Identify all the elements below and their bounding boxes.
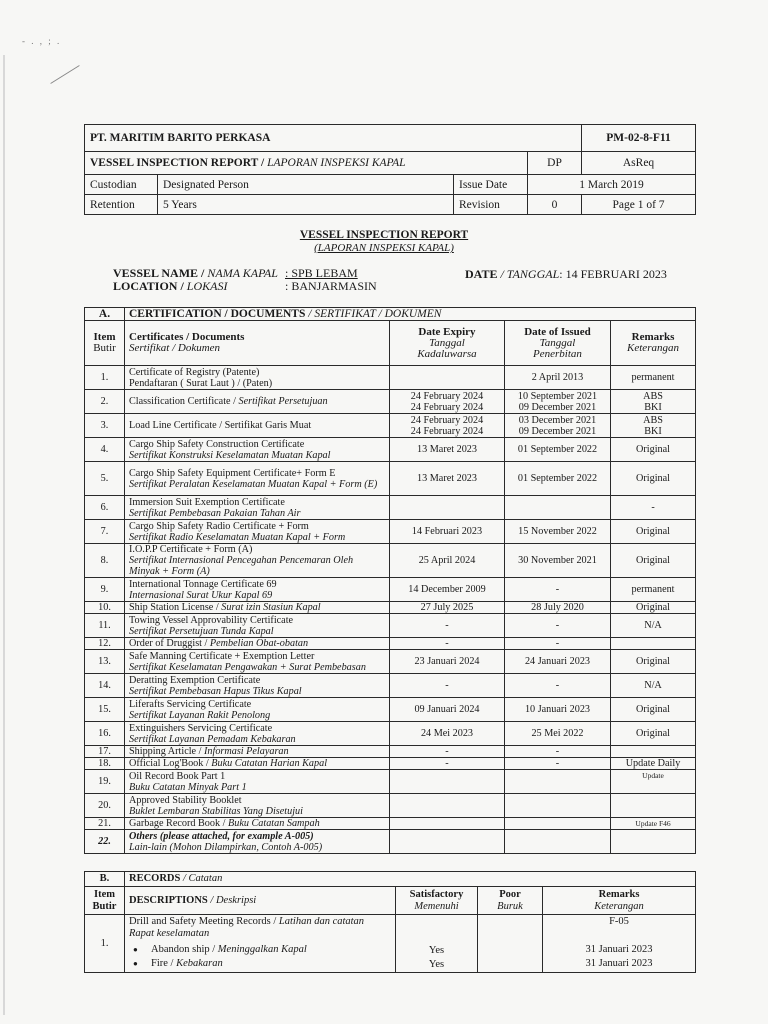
row-document: Cargo Ship Safety Equipment Certificate+ Form E Sertifikat Peralatan Keselamatan Muatan Kapal + Form (E) [125, 462, 390, 496]
row-number: 17. [85, 746, 125, 758]
row-document: Cargo Ship Safety Construction Certificate Sertifikat Konstruksi Keselamatan Muatan Kapal [125, 438, 390, 462]
col-date-expiry: Date Expiry Tanggal Kadaluwarsa [390, 321, 505, 366]
list-item: ● Fire / Kebakaran [141, 957, 391, 971]
certification-rows [85, 366, 696, 854]
table-row [85, 698, 696, 722]
row-b-number: 1. [85, 915, 125, 973]
table-row [85, 462, 696, 496]
row-number: 20. [85, 794, 125, 818]
row-expiry [390, 794, 505, 818]
row-remarks: Update F46 [611, 818, 696, 830]
col-item: Item Butir [85, 321, 125, 366]
row-remarks: Update Daily [611, 758, 696, 770]
row-b-satisfactory: Yes Yes [396, 915, 478, 973]
row-issued: 01 September 2022 [505, 438, 611, 462]
table-row [85, 758, 696, 770]
row-number: 16. [85, 722, 125, 746]
margin-marks: - . , ; . [22, 36, 62, 46]
row-number: 14. [85, 674, 125, 698]
issue-date-value: 1 March 2019 [528, 175, 696, 195]
row-b-description: Drill and Safety Meeting Records / Latihan dan catatan Rapat keselamatan ● Abandon ship / Meninggalkan Kapal ● Fire / Kebakaran [125, 915, 396, 973]
row-number: 15. [85, 698, 125, 722]
list-item: ● Abandon ship / Meninggalkan Kapal [141, 943, 391, 957]
table-row [85, 366, 696, 390]
revision-value: 0 [528, 195, 582, 215]
section-a-letter: A. [85, 308, 125, 321]
row-issued: 24 Januari 2023 [505, 650, 611, 674]
row-expiry: - [390, 674, 505, 698]
table-row [85, 544, 696, 578]
row-document: Immersion Suit Exemption Certificate Sertifikat Pembebasan Pakaian Tahan Air [125, 496, 390, 520]
row-remarks: ABS BKI [611, 414, 696, 438]
table-row [85, 614, 696, 638]
custodian-value: Designated Person [158, 175, 454, 195]
row-document: Official Log'Book / Buku Catatan Harian Kapal [125, 758, 390, 770]
table-row [85, 794, 696, 818]
row-remarks [611, 746, 696, 758]
row-expiry: 27 July 2025 [390, 602, 505, 614]
row-issued: - [505, 614, 611, 638]
row-number: 6. [85, 496, 125, 520]
vessel-info [113, 267, 377, 293]
row-remarks [611, 638, 696, 650]
table-row [85, 390, 696, 414]
table-row [85, 818, 696, 830]
row-document: Deratting Exemption Certificate Sertifikat Pembebasan Hapus Tikus Kapal [125, 674, 390, 698]
table-row [85, 650, 696, 674]
revision-label: Revision [454, 195, 528, 215]
row-number: 1. [85, 366, 125, 390]
row-issued: 2 April 2013 [505, 366, 611, 390]
location-line: LOCATION / LOKASI : BANJARMASIN [113, 279, 377, 293]
row-expiry: - [390, 758, 505, 770]
row-issued [505, 496, 611, 520]
report-title: VESSEL INSPECTION REPORT / LAPORAN INSPEKSI KAPAL [85, 152, 528, 175]
retention-value: 5 Years [158, 195, 454, 215]
row-expiry: - [390, 746, 505, 758]
row-document: Oil Record Book Part 1 Buku Catatan Minyak Part 1 [125, 770, 390, 794]
row-expiry [390, 818, 505, 830]
row-issued: - [505, 746, 611, 758]
row-remarks [611, 830, 696, 854]
row-number: 22. [85, 830, 125, 854]
row-expiry: 13 Maret 2023 [390, 438, 505, 462]
row-number: 9. [85, 578, 125, 602]
col-b-satisfactory: Satisfactory Memenuhi [396, 887, 478, 915]
row-expiry: 24 Mei 2023 [390, 722, 505, 746]
row-expiry [390, 366, 505, 390]
row-remarks: N/A [611, 674, 696, 698]
row-expiry: 25 April 2024 [390, 544, 505, 578]
table-row [85, 496, 696, 520]
row-remarks: permanent [611, 578, 696, 602]
row-number: 4. [85, 438, 125, 462]
vessel-name-value: : SPB LEBAM [285, 266, 358, 280]
row-expiry: 24 February 2024 24 February 2024 [390, 390, 505, 414]
row-number: 8. [85, 544, 125, 578]
row-document: Classification Certificate / Sertifikat Persetujuan [125, 390, 390, 414]
row-remarks: Original [611, 438, 696, 462]
row-issued: 01 September 2022 [505, 462, 611, 496]
row-number: 18. [85, 758, 125, 770]
table-row [85, 674, 696, 698]
row-remarks: Original [611, 698, 696, 722]
row-document: Extinguishers Servicing Certificate Sertifikat Layanan Pemadam Kebakaran [125, 722, 390, 746]
row-document: Approved Stability Booklet Buklet Lembaran Stabilitas Yang Disetujui [125, 794, 390, 818]
page-number: Page 1 of 7 [582, 195, 696, 215]
table-row [85, 638, 696, 650]
row-expiry [390, 496, 505, 520]
inspection-date: DATE / TANGGAL: 14 FEBRUARI 2023 [465, 267, 667, 281]
pen-stroke [50, 65, 79, 84]
row-issued: 25 Mei 2022 [505, 722, 611, 746]
row-document: Others (please attached, for example A-005) Lain-lain (Mohon Dilampirkan, Contoh A-005) [125, 830, 390, 854]
records-table [84, 871, 696, 973]
row-issued: - [505, 674, 611, 698]
row-remarks: permanent [611, 366, 696, 390]
row-expiry: - [390, 614, 505, 638]
row-document: Garbage Record Book / Buku Catatan Sampah [125, 818, 390, 830]
row-expiry: 24 February 2024 24 February 2024 [390, 414, 505, 438]
row-expiry: 13 Maret 2023 [390, 462, 505, 496]
table-row [85, 770, 696, 794]
row-remarks [611, 794, 696, 818]
row-document: Liferafts Servicing Certificate Sertifikat Layanan Rakit Penolong [125, 698, 390, 722]
row-number: 3. [85, 414, 125, 438]
row-number: 10. [85, 602, 125, 614]
row-document: Safe Manning Certificate + Exemption Letter Sertifikat Keselamatan Pengawakan + Surat Pembebasan [125, 650, 390, 674]
row-document: Shipping Article / Informasi Pelayaran [125, 746, 390, 758]
row-document: Order of Druggist / Pembelian Obat-obatan [125, 638, 390, 650]
row-remarks: Original [611, 544, 696, 578]
document-header [84, 124, 696, 215]
row-number: 2. [85, 390, 125, 414]
custodian-label: Custodian [85, 175, 158, 195]
row-issued: 28 July 2020 [505, 602, 611, 614]
row-issued: - [505, 578, 611, 602]
section-b-letter: B. [85, 872, 125, 887]
table-row [85, 915, 696, 973]
row-issued: - [505, 758, 611, 770]
certification-table [84, 307, 696, 854]
table-row [85, 746, 696, 758]
row-number: 21. [85, 818, 125, 830]
table-row [85, 414, 696, 438]
page-title: VESSEL INSPECTION REPORT [299, 229, 469, 241]
row-issued: 15 November 2022 [505, 520, 611, 544]
row-document: Load Line Certificate / Sertifikat Garis Muat [125, 414, 390, 438]
row-remarks: Original [611, 650, 696, 674]
row-expiry: 23 Januari 2024 [390, 650, 505, 674]
row-remarks: N/A [611, 614, 696, 638]
asreq-cell: AsReq [582, 152, 696, 175]
row-expiry [390, 770, 505, 794]
row-issued: 10 September 2021 09 December 2021 [505, 390, 611, 414]
row-remarks: Update [611, 770, 696, 794]
row-remarks: - [611, 496, 696, 520]
row-number: 11. [85, 614, 125, 638]
row-issued [505, 770, 611, 794]
row-number: 19. [85, 770, 125, 794]
table-row [85, 578, 696, 602]
row-expiry: 14 December 2009 [390, 578, 505, 602]
section-b-title: RECORDS / Catatan [125, 872, 696, 887]
row-number: 13. [85, 650, 125, 674]
row-document: Certificate of Registry (Patente) Pendaftaran ( Surat Laut ) / (Paten) [125, 366, 390, 390]
row-b-remarks: F-05 31 Januari 2023 31 Januari 2023 [543, 915, 696, 973]
issue-date-label: Issue Date [454, 175, 528, 195]
row-expiry: 09 Januari 2024 [390, 698, 505, 722]
row-remarks: Original [611, 462, 696, 496]
row-issued: 03 December 2021 09 December 2021 [505, 414, 611, 438]
row-document: Ship Station License / Surat izin Stasiun Kapal [125, 602, 390, 614]
row-remarks: Original [611, 722, 696, 746]
row-expiry [390, 830, 505, 854]
section-a-title: CERTIFICATION / DOCUMENTS / SERTIFIKAT / DOKUMEN [125, 308, 696, 321]
row-number: 7. [85, 520, 125, 544]
company-name: PT. MARITIM BARITO PERKASA [85, 125, 582, 152]
table-row [85, 602, 696, 614]
row-b-poor [478, 915, 543, 973]
row-remarks: Original [611, 520, 696, 544]
col-remarks: Remarks Keterangan [611, 321, 696, 366]
col-b-poor: Poor Buruk [478, 887, 543, 915]
doc-code: PM-02-8-F11 [582, 125, 696, 152]
col-date-issued: Date of Issued Tanggal Penerbitan [505, 321, 611, 366]
dp-cell: DP [528, 152, 582, 175]
col-b-remarks: Remarks Keterangan [543, 887, 696, 915]
row-number: 12. [85, 638, 125, 650]
col-b-descriptions: DESCRIPTIONS / Deskripsi [125, 887, 396, 915]
col-b-item: Item Butir [85, 887, 125, 915]
row-issued [505, 794, 611, 818]
row-issued: 30 November 2021 [505, 544, 611, 578]
row-issued: - [505, 638, 611, 650]
col-certificates: Certificates / Documents Sertifikat / Dokumen [125, 321, 390, 366]
scan-edge [3, 55, 5, 1015]
table-row [85, 830, 696, 854]
row-expiry: 14 Februari 2023 [390, 520, 505, 544]
row-remarks: ABS BKI [611, 390, 696, 414]
row-document: International Tonnage Certificate 69 Internasional Surat Ukur Kapal 69 [125, 578, 390, 602]
row-document: Cargo Ship Safety Radio Certificate + Form Sertifikat Radio Keselamatan Muatan Kapal + Form [125, 520, 390, 544]
retention-label: Retention [85, 195, 158, 215]
location-value: : BANJARMASIN [285, 279, 377, 293]
row-issued [505, 818, 611, 830]
table-row [85, 722, 696, 746]
row-issued: 10 Januari 2023 [505, 698, 611, 722]
vessel-name-line: VESSEL NAME / NAMA KAPAL : SPB LEBAM [113, 266, 358, 280]
table-row [85, 438, 696, 462]
row-issued [505, 830, 611, 854]
page-subtitle: (LAPORAN INSPEKSI KAPAL) [314, 242, 454, 254]
row-number: 5. [85, 462, 125, 496]
table-row [85, 520, 696, 544]
drill-list [129, 943, 391, 971]
row-document: I.O.P.P Certificate + Form (A) Sertifikat Internasional Pencegahan Pencemaran Oleh Minyak + Form (A) [125, 544, 390, 578]
row-expiry: - [390, 638, 505, 650]
row-document: Towing Vessel Approvability Certificate Sertifikat Persetujuan Tunda Kapal [125, 614, 390, 638]
row-remarks: Original [611, 602, 696, 614]
